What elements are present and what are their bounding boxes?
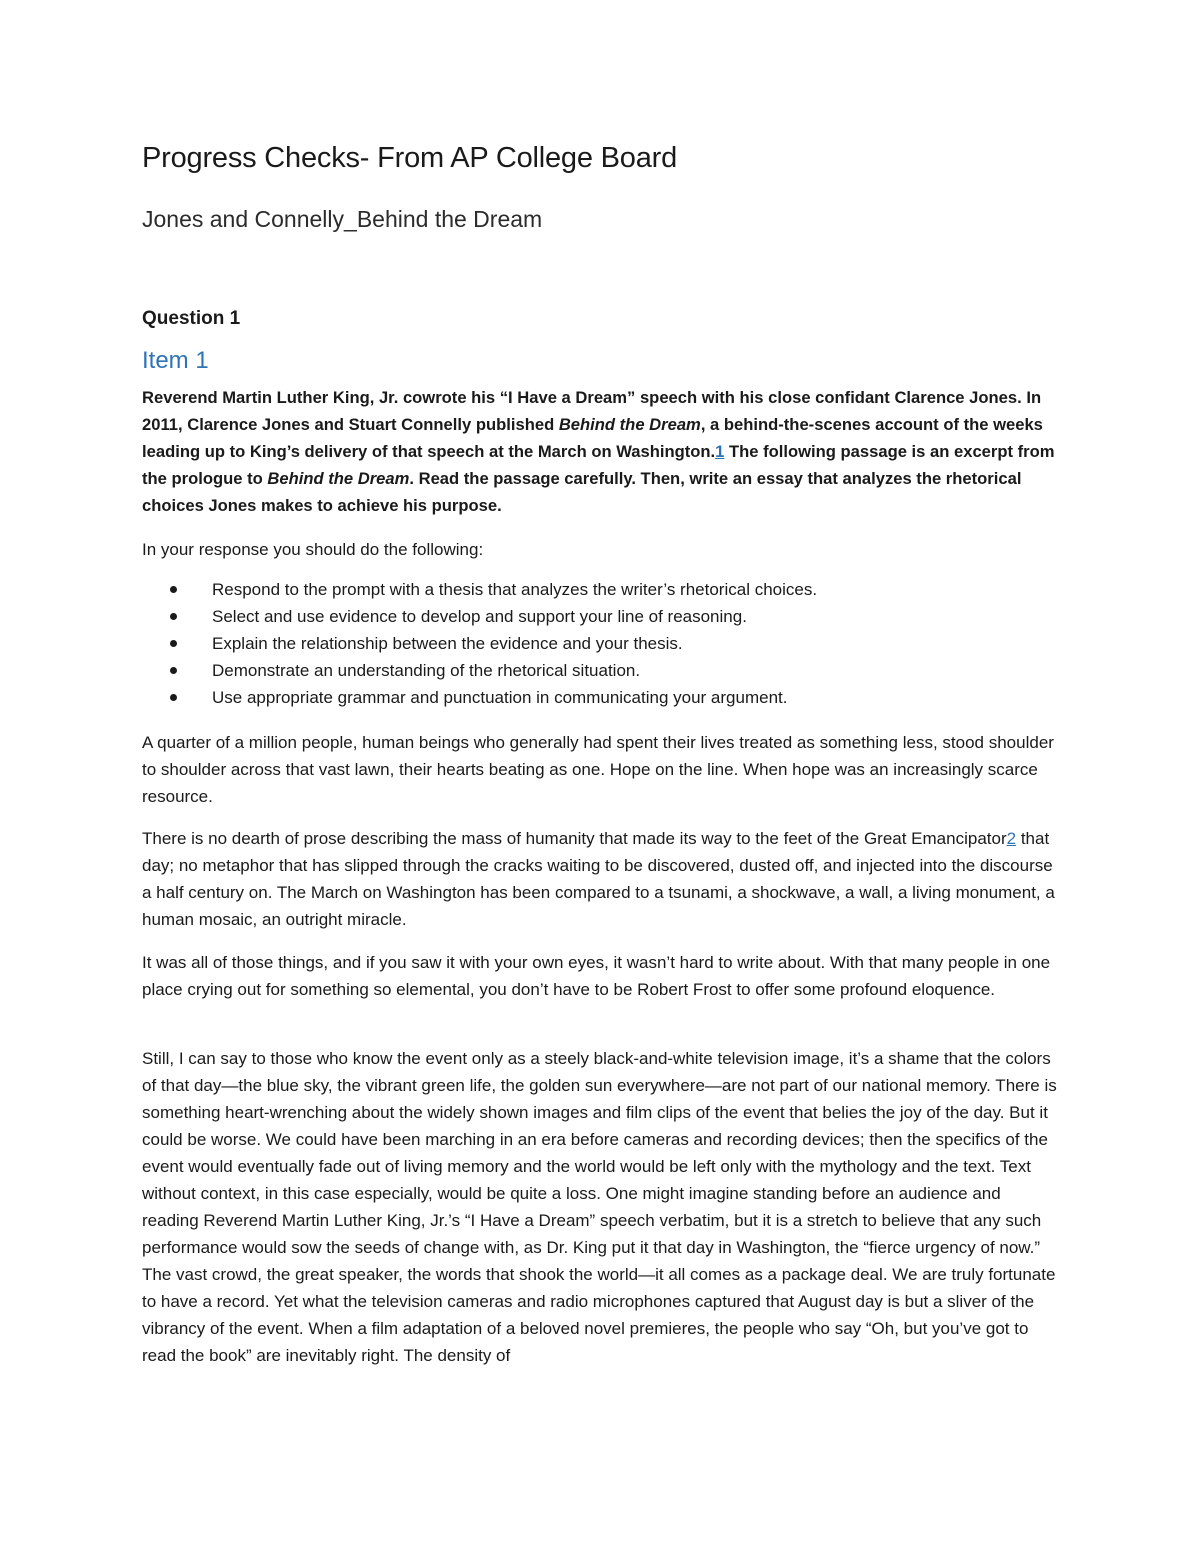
- footnote-link-1[interactable]: 1: [715, 442, 725, 461]
- bullet-icon: [170, 640, 177, 647]
- prompt-text: The following passage is an excerpt from the prologue to: [142, 442, 1055, 488]
- list-item: Select and use evidence to develop and support your line of reasoning.: [170, 603, 1050, 630]
- document-subtitle: Jones and Connelly_Behind the Dream: [142, 206, 543, 232]
- bullet-icon: [170, 586, 177, 593]
- book-title: Behind the Dream: [558, 415, 701, 434]
- list-item: Use appropriate grammar and punctuation in communicating your argument.: [170, 684, 1050, 711]
- passage-paragraph-1: A quarter of a million people, human beings who generally had spent their lives treated as something less, stood shoulder to shoulder across that vast lawn, their hearts beating as one. Hope on the line. When hope was an increasingly scarce resource.: [142, 733, 1054, 806]
- passage-paragraph-4: Still, I can say to those who know the event only as a steely black-and-white television image, it’s a shame that the colors of that day—the blue sky, the vibrant green life, the golden sun everywhere—are not part of our national memory. There is something heart-wrenching about the widely shown images and film clips of the event that belies the joy of the day. But it could be worse. We could have been marching in an era before cameras and recording devices; then the specifics of the event would eventually fade out of living memory and the world would be left only with the mythology and the text. Text without context, in this case especially, would be quite a loss. One might imagine standing before an audience and reading Reverend Martin Luther King, Jr.’s “I Have a Dream” speech verbatim, but it is a stretch to believe that any such performance would sow the seeds of change with, as Dr. King put it that day in Washington, the “fierce urgency of now.” The vast crowd, the great speaker, the words that shook the world—it all comes as a package deal. We are truly fortunate to have a record. Yet what the television cameras and radio microphones captured that August day is but a sliver of the vibrancy of the event. When a film adaptation of a beloved novel premieres, the people who say “Oh, but you’ve got to read the book” are inevitably right. The density of: [142, 1049, 1057, 1365]
- item-heading: Item 1: [142, 347, 209, 374]
- footnote-link-2[interactable]: 2: [1006, 829, 1017, 848]
- list-item: Explain the relationship between the evidence and your thesis.: [170, 630, 1050, 657]
- requirements-list: [170, 576, 1050, 711]
- document-title: Progress Checks- From AP College Board: [142, 142, 678, 174]
- bullet-icon: [170, 667, 177, 674]
- book-title: Behind the Dream: [267, 469, 410, 488]
- bullet-icon: [170, 613, 177, 620]
- prompt-text: Reverend Martin Luther King, Jr. cowrote his “I Have a Dream” speech with his close confidant Clarence Jones. In 2011, Clarence Jones and Stuart Connelly published: [142, 388, 1042, 434]
- question-heading: Question 1: [142, 308, 241, 329]
- list-item: Respond to the prompt with a thesis that analyzes the writer’s rhetorical choices.: [170, 576, 1050, 603]
- response-intro: In your response you should do the following:: [142, 540, 484, 559]
- bullet-icon: [170, 694, 177, 701]
- prompt-text: . Read the passage carefully. Then, write an essay that analyzes the rhetorical choices Jones makes to achieve his purpose.: [142, 469, 1022, 515]
- passage-paragraph-3: It was all of those things, and if you saw it with your own eyes, it wasn’t hard to write about. With that many people in one place crying out for something so elemental, you don’t have to be Robert Frost to offer some profound eloquence.: [142, 953, 1051, 999]
- essay-prompt: [142, 384, 1062, 519]
- list-item: Demonstrate an understanding of the rhetorical situation.: [170, 657, 1050, 684]
- passage-paragraph-2: There is no dearth of prose describing the mass of humanity that made its way to the feet of the Great Emancipator2 that day; no metaphor that has slipped through the cracks waiting to be discovered, dusted off, and injected into the discourse a half century on. The March on Washington has been compared to a tsunami, a shockwave, a wall, a living monument, a human mosaic, an outright miracle.: [142, 829, 1055, 929]
- prompt-text: , a behind-the-scenes account of the weeks leading up to King’s delivery of that speech at the March on Washington.: [142, 415, 1043, 461]
